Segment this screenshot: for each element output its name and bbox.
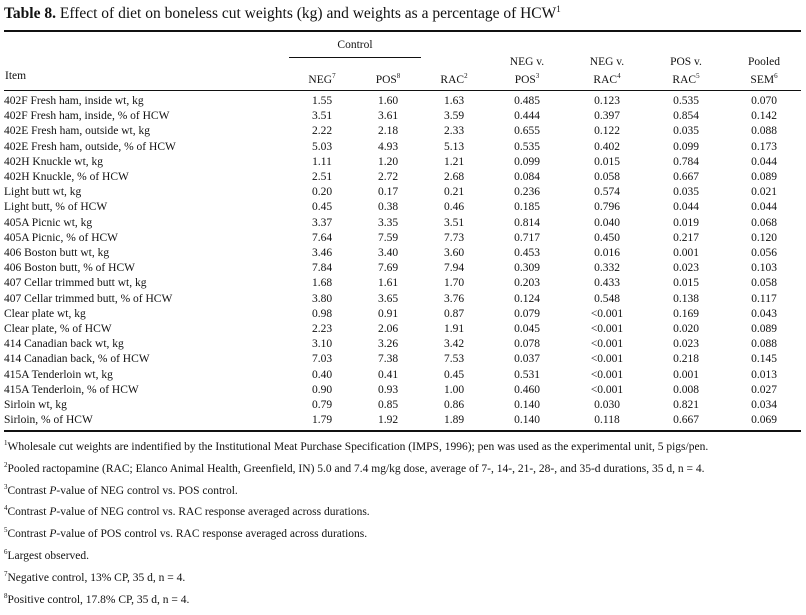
neg-cell: 3.51 (311, 110, 333, 123)
neg-cell: 2.23 (311, 323, 333, 336)
neg-v-pos-cell: 0.084 (514, 171, 540, 184)
neg-v-pos-cell: 0.185 (514, 201, 540, 214)
pooled-sem-cell: 0.117 (751, 292, 777, 305)
neg-v-rac-cell: 0.015 (594, 155, 620, 168)
pooled-sem-cell: 0.027 (751, 383, 777, 396)
pos-cell: 0.38 (377, 201, 399, 214)
control-group-header: Control (337, 39, 373, 51)
pooled-sem-cell: 0.089 (751, 323, 777, 336)
rac-cell: 1.63 (443, 95, 465, 107)
item-cell: 414 Canadian back, % of HCW (4, 353, 150, 366)
neg-cell: 0.45 (311, 201, 333, 214)
table-row (4, 246, 803, 261)
footnote (4, 458, 802, 477)
pos-cell: 0.41 (377, 368, 399, 381)
table-row (4, 170, 803, 185)
neg-v-pos-cell: 0.535 (514, 140, 540, 153)
item-cell: Light butt, % of HCW (4, 201, 108, 214)
table-label: Table 8. (4, 5, 56, 23)
rac-cell: 1.70 (443, 277, 465, 290)
pooled-sem-cell: 0.013 (751, 368, 777, 381)
neg-v-pos-cell: 0.140 (514, 399, 540, 412)
neg-cell: 2.22 (311, 125, 333, 138)
footnote-text: P (49, 528, 57, 541)
rac-cell: 0.46 (443, 201, 465, 214)
neg-v-pos-cell: 0.037 (514, 353, 540, 366)
table-row (4, 200, 803, 215)
item-cell: 406 Boston butt, % of HCW (4, 262, 135, 275)
footnote (4, 545, 802, 564)
neg-v-pos-column-header: NEG v. POS$^3$ (509, 56, 545, 86)
neg-v-pos-cell: 0.203 (514, 277, 540, 290)
pos-cell: 2.18 (377, 125, 399, 138)
pos-v-rac-cell: 0.217 (673, 231, 699, 244)
neg-cell: 3.80 (311, 292, 333, 305)
footnote-text: -value of NEG control vs. RAC response averaged across durations. (56, 506, 370, 519)
table-row (4, 352, 803, 367)
bottom-rule (4, 430, 801, 432)
rac-cell: 0.45 (443, 368, 465, 381)
pos-v-rac-cell: 0.023 (673, 262, 699, 275)
rac-cell: 7.53 (443, 353, 465, 366)
item-cell: Clear plate, % of HCW (4, 323, 112, 336)
pos-cell: 0.93 (377, 383, 399, 396)
item-column-header: Item (5, 70, 27, 82)
footnote-text: Pooled ractopamine (RAC; Elanco Animal Health, Greenfield, IN) 5.0 and 7.4 mg/kg dose, average of 7-, 14-, 21-, 28-, and 35-d durations, 35 d, n = 4. (7, 462, 705, 475)
pooled-sem-cell: 0.142 (751, 110, 777, 123)
neg-v-pos-cell: 0.099 (514, 155, 540, 168)
control-group-rule (289, 57, 421, 58)
pooled-sem-cell: 0.103 (751, 262, 777, 275)
rac-cell: 3.76 (443, 292, 465, 305)
pooled-sem-cell: 0.021 (751, 186, 777, 199)
pos-v-rac-cell: 0.044 (673, 201, 699, 214)
pos-cell: 7.69 (377, 262, 399, 275)
neg-v-rac-cell: 0.123 (594, 95, 620, 107)
footnote-text: -value of NEG control vs. POS control. (56, 484, 238, 497)
pos-v-rac-cell: 0.019 (673, 216, 699, 229)
neg-v-pos-cell: 0.453 (514, 247, 540, 260)
footnote-marker: 6 (4, 548, 8, 557)
pos-v-rac-cell: 0.854 (673, 110, 699, 123)
neg-cell: 1.79 (311, 414, 333, 427)
pos-v-rac-cell: 0.008 (673, 383, 699, 396)
neg-cell: 3.37 (311, 216, 333, 229)
neg-v-rac-cell: 0.548 (594, 292, 620, 305)
pooled-sem-cell: 0.089 (751, 171, 777, 184)
table-row (4, 94, 803, 109)
footnote (4, 589, 802, 608)
item-cell: Light butt wt, kg (4, 186, 82, 199)
pooled-sem-cell: 0.173 (751, 140, 777, 153)
footnote (4, 523, 802, 542)
footnote-text: Positive control, 17.8% CP, 35 d, n = 4. (7, 593, 190, 606)
footnote (4, 501, 802, 520)
footnote-marker: 5 (4, 526, 8, 535)
rac-cell: 3.59 (443, 110, 465, 123)
table-title-text: Effect of diet on boneless cut weights (kg) and weights as a percentage of HCW (59, 5, 557, 23)
neg-v-rac-cell: 0.332 (594, 262, 620, 275)
item-cell: 402H Knuckle wt, kg (4, 155, 104, 168)
neg-v-pos-cell: 0.485 (514, 95, 540, 107)
neg-v-rac-cell: <0.001 (590, 323, 624, 336)
pos-v-rac-cell: 0.001 (673, 368, 699, 381)
pos-cell: 0.85 (377, 399, 399, 412)
item-cell: 405A Picnic wt, kg (4, 216, 93, 229)
neg-cell: 0.79 (311, 399, 333, 412)
pooled-sem-cell: 0.043 (751, 307, 777, 320)
neg-v-pos-cell: 0.531 (514, 368, 540, 381)
footnote-text: Contrast (7, 528, 50, 541)
pos-cell: 3.65 (377, 292, 399, 305)
pooled-sem-cell: 0.088 (751, 125, 777, 138)
rac-cell: 7.73 (443, 231, 465, 244)
rac-cell: 0.21 (443, 186, 465, 199)
pos-v-rac-cell: 0.821 (673, 399, 699, 412)
neg-cell: 0.98 (311, 307, 333, 320)
neg-cell: 0.90 (311, 383, 333, 396)
header-rule (4, 90, 801, 91)
table-row (4, 109, 803, 124)
table-row (4, 124, 803, 139)
neg-v-rac-column-header: NEG v. RAC$^4$ (589, 56, 625, 86)
pos-v-rac-cell: 0.535 (673, 95, 699, 107)
title-footnote-ref: 1 (556, 4, 561, 14)
item-cell: 405A Picnic, % of HCW (4, 231, 119, 244)
rac-cell: 3.42 (443, 338, 465, 351)
footnote-marker: 1 (4, 439, 8, 447)
pos-cell: 3.26 (377, 338, 399, 351)
neg-cell: 1.55 (311, 95, 333, 107)
rac-cell: 0.86 (443, 399, 465, 412)
pos-cell: 1.20 (377, 155, 399, 168)
table-title (4, 4, 561, 23)
neg-v-pos-cell: 0.236 (514, 186, 540, 199)
pooled-sem-cell: 0.056 (751, 247, 777, 260)
table-row (4, 276, 803, 291)
pos-v-rac-cell: 0.784 (673, 155, 699, 168)
rac-cell: 1.89 (443, 414, 465, 427)
rac-cell: 0.87 (443, 307, 465, 320)
pos-v-rac-column-header: POS v. RAC$^5$ (670, 56, 702, 86)
pos-cell: 0.91 (377, 307, 399, 320)
rac-cell: 2.68 (443, 171, 465, 184)
footnote-text: Negative control, 13% CP, 35 d, n = 4. (7, 571, 186, 584)
pos-v-rac-cell: 0.020 (673, 323, 699, 336)
item-cell: 402E Fresh ham, outside, % of HCW (4, 140, 176, 153)
pos-v-rac-cell: 0.035 (673, 125, 699, 138)
neg-cell: 2.51 (311, 171, 333, 184)
pos-cell: 1.92 (377, 414, 399, 427)
table-row (4, 261, 803, 276)
footnote-text: Wholesale cut weights are indentified by the Institutional Meat Purchase Specification (IMPS, 1996); pen was used as the experimental unit, 5 pigs/pen. (7, 440, 709, 453)
pooled-sem-cell: 0.044 (751, 201, 777, 214)
neg-cell: 0.20 (311, 186, 333, 199)
neg-cell: 7.64 (311, 231, 333, 244)
neg-v-pos-cell: 0.078 (514, 338, 540, 351)
item-cell: Clear plate wt, kg (4, 307, 86, 320)
pos-column-header: POS$^8$ (375, 72, 401, 86)
data-table (4, 94, 803, 428)
footnote-marker: 3 (4, 482, 8, 491)
neg-v-rac-cell: 0.433 (594, 277, 620, 290)
footnote-marker: 7 (4, 569, 8, 578)
item-cell: 402F Fresh ham, inside, % of HCW (4, 110, 170, 123)
neg-v-rac-cell: 0.058 (594, 171, 620, 184)
pos-cell: 3.35 (377, 216, 399, 229)
neg-cell: 1.11 (312, 155, 332, 168)
pos-cell: 7.38 (377, 353, 399, 366)
neg-cell: 7.03 (311, 353, 333, 366)
pooled-sem-column-header: Pooled SEM$^6$ (748, 56, 780, 86)
neg-cell: 3.10 (311, 338, 333, 351)
footnote-marker: 4 (4, 504, 8, 513)
pos-cell: 1.60 (377, 95, 399, 107)
pos-cell: 3.61 (377, 110, 399, 123)
rac-cell: 7.94 (443, 262, 465, 275)
neg-v-pos-cell: 0.140 (514, 414, 540, 427)
pos-cell: 7.59 (377, 231, 399, 244)
item-cell: 415A Tenderloin wt, kg (4, 368, 113, 381)
neg-v-pos-cell: 0.814 (514, 216, 540, 229)
neg-cell: 3.46 (311, 247, 333, 260)
table-row (4, 322, 803, 337)
pos-cell: 0.17 (377, 186, 399, 199)
neg-v-rac-cell: 0.796 (594, 201, 620, 214)
neg-v-rac-cell: 0.450 (594, 231, 620, 244)
table-row (4, 413, 803, 428)
pos-v-rac-cell: 0.667 (673, 171, 699, 184)
footnote (4, 436, 802, 455)
footnote-text: Contrast (7, 484, 50, 497)
pooled-sem-cell: 0.034 (751, 399, 777, 412)
neg-v-pos-cell: 0.309 (514, 262, 540, 275)
pos-v-rac-cell: 0.169 (673, 307, 699, 320)
neg-v-rac-cell: <0.001 (590, 338, 624, 351)
table-row (4, 398, 803, 413)
item-cell: 402F Fresh ham, inside wt, kg (4, 95, 144, 107)
table-row (4, 292, 803, 307)
pooled-sem-cell: 0.070 (751, 95, 777, 107)
pooled-sem-cell: 0.088 (751, 338, 777, 351)
footnote-text: P (49, 484, 57, 497)
neg-cell: 5.03 (311, 140, 333, 153)
table-row (4, 383, 803, 398)
neg-v-rac-cell: 0.016 (594, 247, 620, 260)
neg-v-rac-cell: 0.118 (594, 414, 620, 427)
pos-cell: 2.06 (377, 323, 399, 336)
neg-cell: 0.40 (311, 368, 333, 381)
neg-v-rac-cell: 0.397 (594, 110, 620, 123)
neg-v-pos-cell: 0.045 (514, 323, 540, 336)
rac-cell: 1.91 (443, 323, 465, 336)
table-row (4, 185, 803, 200)
pos-cell: 2.72 (377, 171, 399, 184)
pooled-sem-cell: 0.145 (751, 353, 777, 366)
pos-v-rac-cell: 0.138 (673, 292, 699, 305)
pos-v-rac-cell: 0.001 (673, 247, 699, 260)
item-cell: 402E Fresh ham, outside wt, kg (4, 125, 150, 138)
pos-cell: 4.93 (377, 140, 399, 153)
item-cell: Sirloin, % of HCW (4, 414, 93, 427)
neg-v-pos-cell: 0.460 (514, 383, 540, 396)
footnote-text: Largest observed. (7, 549, 90, 562)
item-cell: 407 Cellar trimmed butt wt, kg (4, 277, 147, 290)
footnote-marker: 8 (4, 591, 8, 600)
pooled-sem-cell: 0.068 (751, 216, 777, 229)
item-cell: 407 Cellar trimmed butt, % of HCW (4, 292, 173, 305)
footnote-text: -value of POS control vs. RAC response averaged across durations. (56, 528, 368, 541)
neg-v-rac-cell: 0.040 (594, 216, 620, 229)
table-row (4, 307, 803, 322)
table-row (4, 368, 803, 383)
table-row (4, 140, 803, 155)
neg-cell: 1.68 (311, 277, 333, 290)
neg-v-rac-cell: 0.402 (594, 140, 620, 153)
pos-cell: 1.61 (377, 277, 399, 290)
neg-v-rac-cell: <0.001 (590, 368, 624, 381)
table-row (4, 155, 803, 170)
rac-cell: 1.21 (443, 155, 465, 168)
neg-v-pos-cell: 0.079 (514, 307, 540, 320)
pos-v-rac-cell: 0.023 (673, 338, 699, 351)
neg-v-rac-cell: 0.030 (594, 399, 620, 412)
pos-v-rac-cell: 0.218 (673, 353, 699, 366)
pos-v-rac-cell: 0.667 (673, 414, 699, 427)
neg-column-header: NEG$^7$ (308, 72, 336, 86)
neg-v-pos-cell: 0.655 (514, 125, 540, 138)
pos-cell: 3.40 (377, 247, 399, 260)
footnote-text: P (49, 506, 57, 519)
rac-cell: 3.60 (443, 247, 465, 260)
rac-cell: 3.51 (443, 216, 465, 229)
footnote-marker: 2 (4, 460, 8, 469)
footnote (4, 567, 802, 586)
footnote (4, 480, 802, 499)
neg-v-rac-cell: 0.122 (594, 125, 620, 138)
pos-v-rac-cell: 0.015 (673, 277, 699, 290)
rac-cell: 2.33 (443, 125, 465, 138)
pos-v-rac-cell: 0.035 (673, 186, 699, 199)
rac-column-header: RAC$^2$ (440, 72, 468, 86)
item-cell: 414 Canadian back wt, kg (4, 338, 124, 351)
neg-cell: 7.84 (311, 262, 333, 275)
neg-v-rac-cell: 0.574 (594, 186, 620, 199)
footnote-text: Contrast (7, 506, 50, 519)
neg-v-pos-cell: 0.717 (514, 231, 540, 244)
top-rule (4, 30, 801, 32)
item-cell: Sirloin wt, kg (4, 399, 67, 412)
neg-v-rac-cell: <0.001 (590, 307, 624, 320)
neg-v-rac-cell: <0.001 (590, 353, 624, 366)
item-cell: 402H Knuckle, % of HCW (4, 171, 129, 184)
footnotes (4, 436, 802, 611)
table-row (4, 216, 803, 231)
item-cell: 406 Boston butt wt, kg (4, 247, 110, 260)
pooled-sem-cell: 0.044 (751, 155, 777, 168)
pooled-sem-cell: 0.069 (751, 414, 777, 427)
neg-v-rac-cell: <0.001 (590, 383, 624, 396)
rac-cell: 5.13 (443, 140, 465, 153)
neg-v-pos-cell: 0.124 (514, 292, 540, 305)
item-cell: 415A Tenderloin, % of HCW (4, 383, 139, 396)
pos-v-rac-cell: 0.099 (673, 140, 699, 153)
pooled-sem-cell: 0.120 (751, 231, 777, 244)
table-row (4, 231, 803, 246)
pooled-sem-cell: 0.058 (751, 277, 777, 290)
rac-cell: 1.00 (443, 383, 465, 396)
neg-v-pos-cell: 0.444 (514, 110, 540, 123)
table-row (4, 337, 803, 352)
